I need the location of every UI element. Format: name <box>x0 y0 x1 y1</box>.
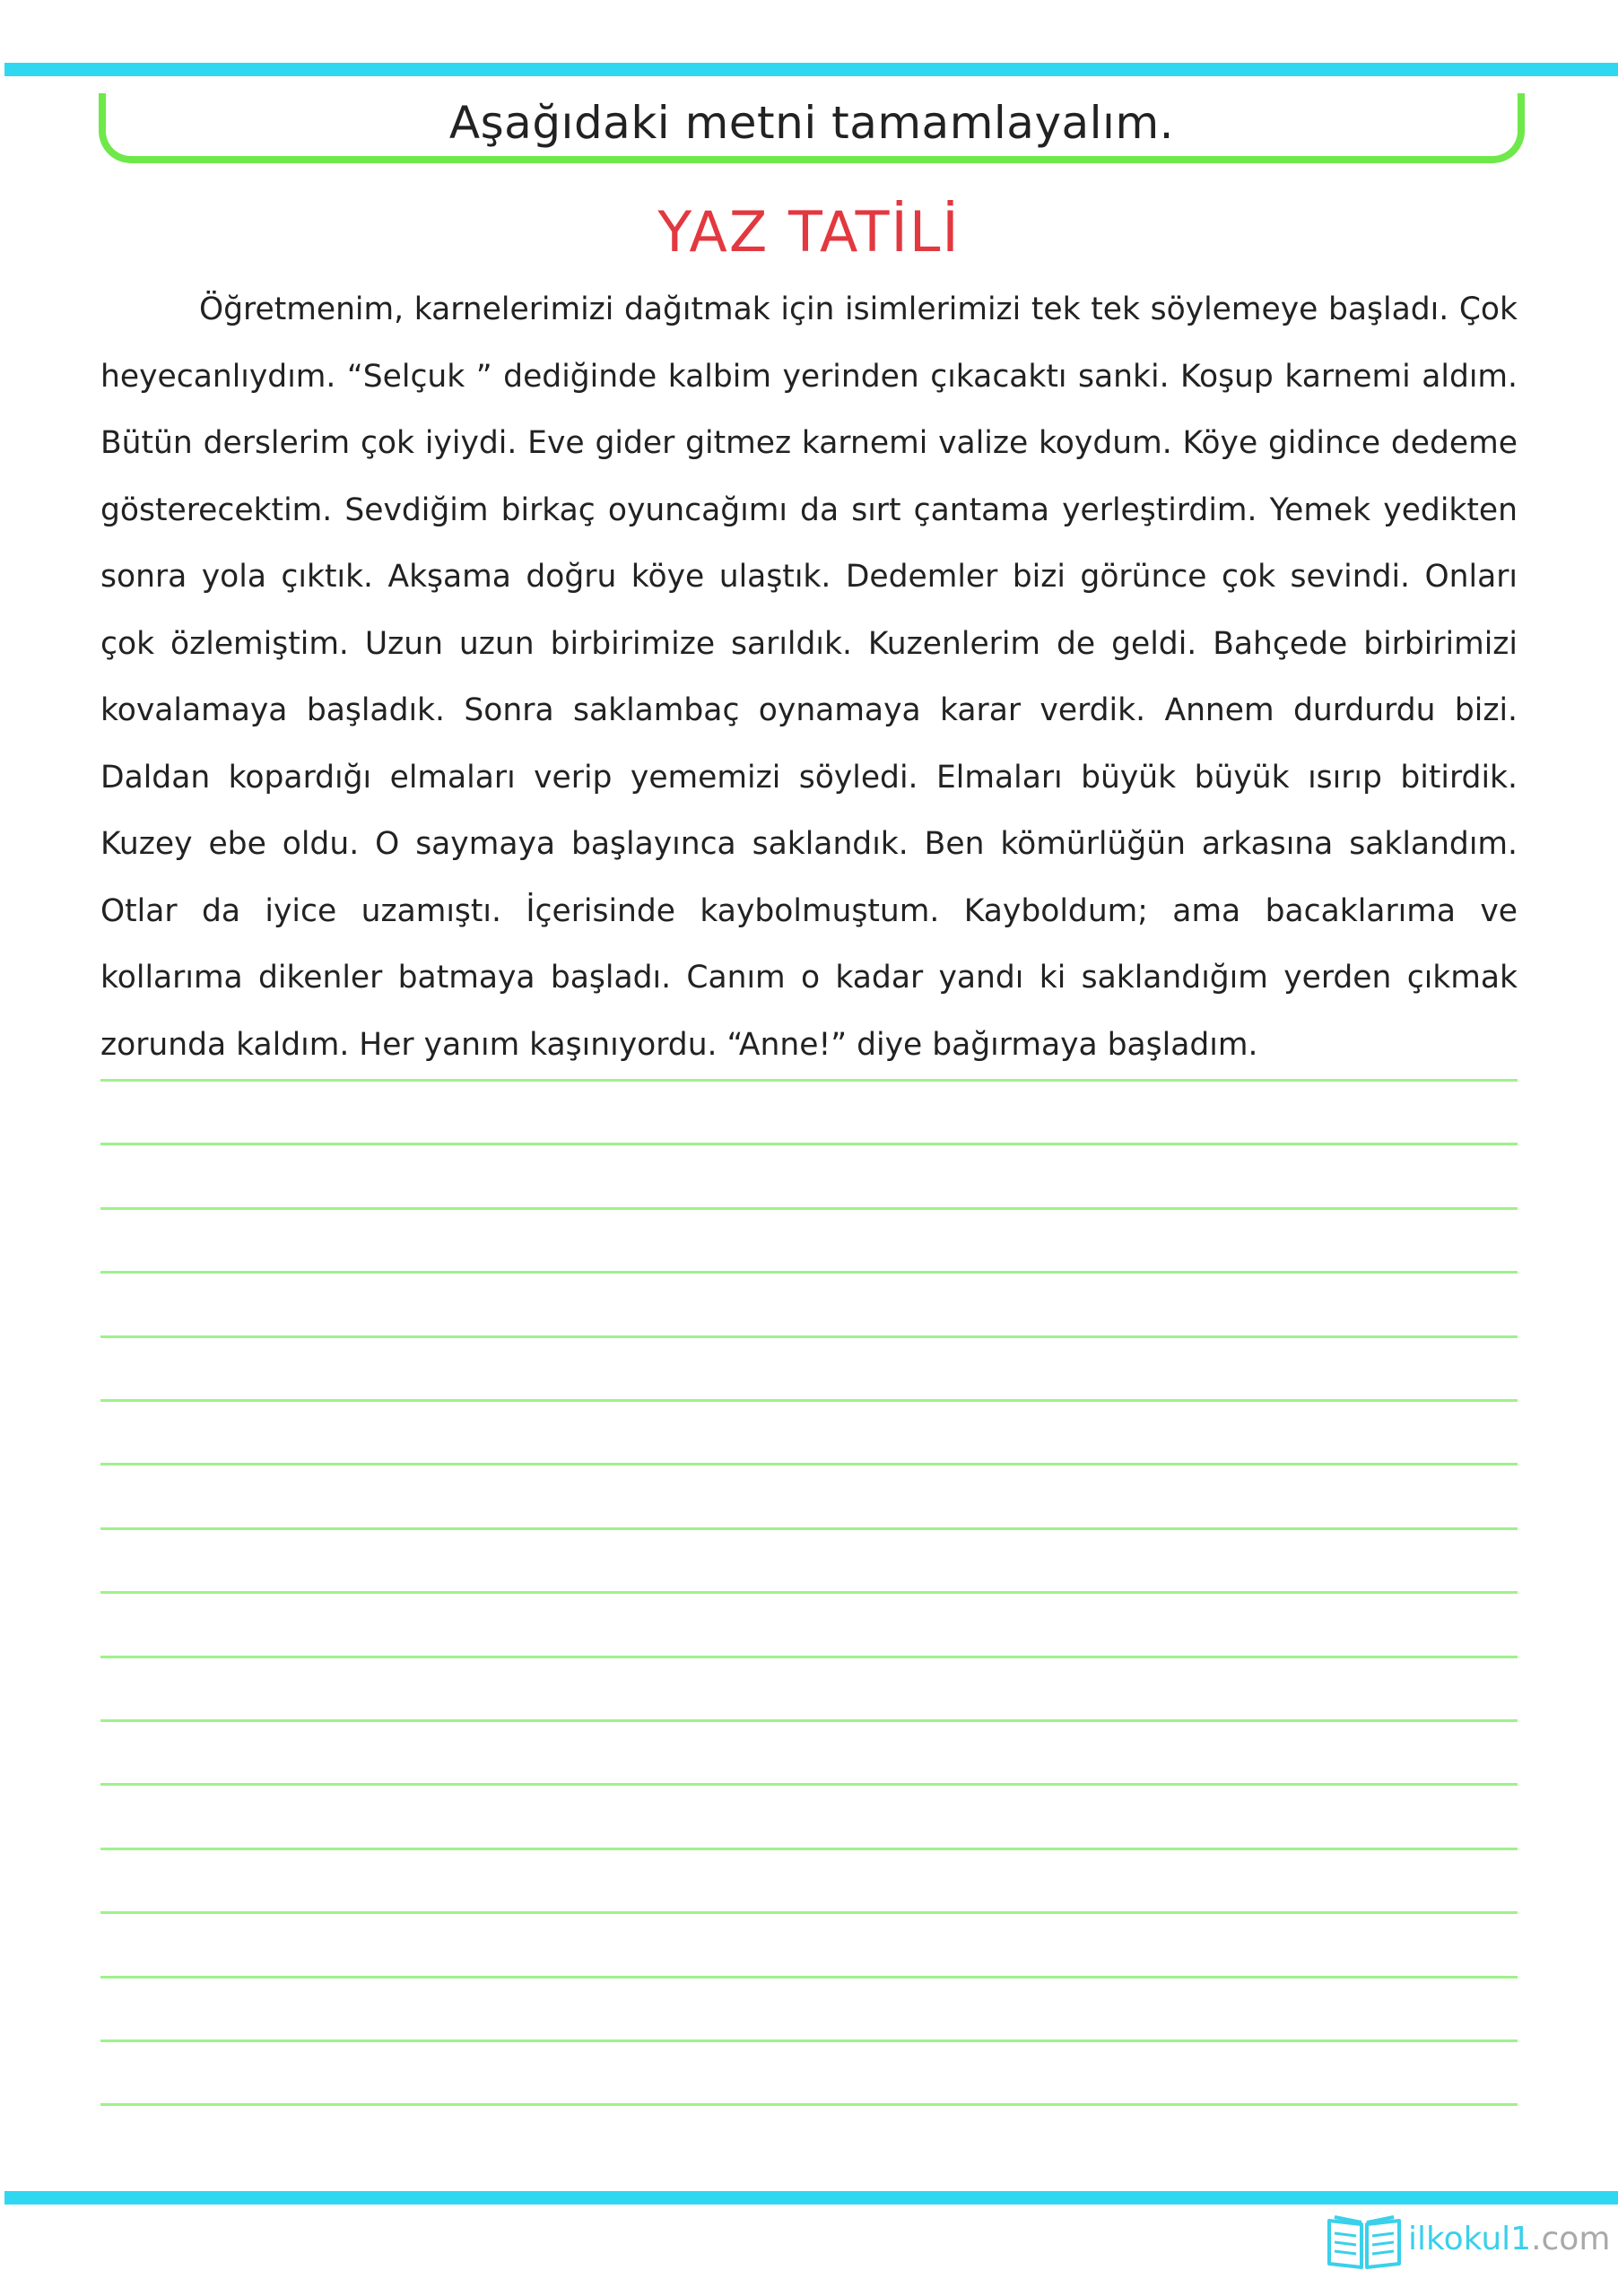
logo-tld: .com <box>1531 2221 1611 2257</box>
writing-line <box>100 1848 1518 1850</box>
logo-brand: ilkokul1 <box>1408 2221 1532 2257</box>
writing-line <box>100 1143 1518 1145</box>
writing-line <box>100 2103 1518 2106</box>
logo-text <box>1408 2221 1610 2257</box>
writing-line <box>100 1207 1518 1210</box>
writing-line <box>100 1783 1518 1786</box>
open-book-icon <box>1326 2213 1403 2269</box>
writing-line <box>100 1719 1518 1722</box>
bottom-divider <box>4 2191 1618 2205</box>
instruction-text: Aşağıdaki metni tamamlayalım. <box>448 97 1175 149</box>
story-text: Öğretmenim, karnelerimizi dağıtmak için isimlerimizi tek tek söylemeye başladı. Çok heyecanlıydım. “Selçuk ” dediğinde kalbim yerinden çıkacaktı sanki. Koşup karnemi aldım. Bütün derslerim çok iyiydi. Eve gider gitmez karnemi valize koydum. Köye gidince dedeme gösterecektim. Sevdiğim birkaç oyuncağımı da sırt çantama yerleştirdim. Yemek yedikten sonra yola çıktık. Akşama doğru köye ulaştık. Dedemler bizi görünce çok sevindi. Onları çok özlemiştim. Uzun uzun birbirimize sarıldık. Kuzenlerim de geldi. Bahçede birbirimizi kovalamaya başladık. Sonra saklambaç oynamaya karar verdik. Annem durdurdu bizi. Daldan kopardığı elmaları verip yememizi söyledi. Elmaları büyük büyük ısırıp bitirdik. Kuzey ebe oldu. O saymaya başlayınca saklandık. Ben kömürlüğün arkasına saklandım. Otlar da iyice uzamıştı. İçerisinde kaybolmuştum. Kayboldum; ama bacaklarıma ve kollarıma dikenler batmaya başladı. Canım o kadar yandı ki saklandığım yerden çıkmak zorunda kaldım. Her yanım kaşınıyordu. “Anne!” diye bağırmaya başladım. <box>100 291 1518 1063</box>
writing-line <box>100 1976 1518 1979</box>
writing-line <box>100 1656 1518 1658</box>
writing-line <box>100 1463 1518 1465</box>
writing-line <box>100 1527 1518 1530</box>
writing-line <box>100 1591 1518 1594</box>
writing-line <box>100 2039 1518 2042</box>
writing-line <box>100 1079 1518 1082</box>
instruction-banner <box>99 93 1525 163</box>
writing-line <box>100 1399 1518 1402</box>
top-divider <box>4 63 1618 76</box>
writing-line <box>100 1335 1518 1338</box>
worksheet-title: YAZ TATİLİ <box>657 199 961 265</box>
writing-line <box>100 1911 1518 1914</box>
writing-line <box>100 1271 1518 1274</box>
footer-logo <box>1326 2212 1611 2271</box>
